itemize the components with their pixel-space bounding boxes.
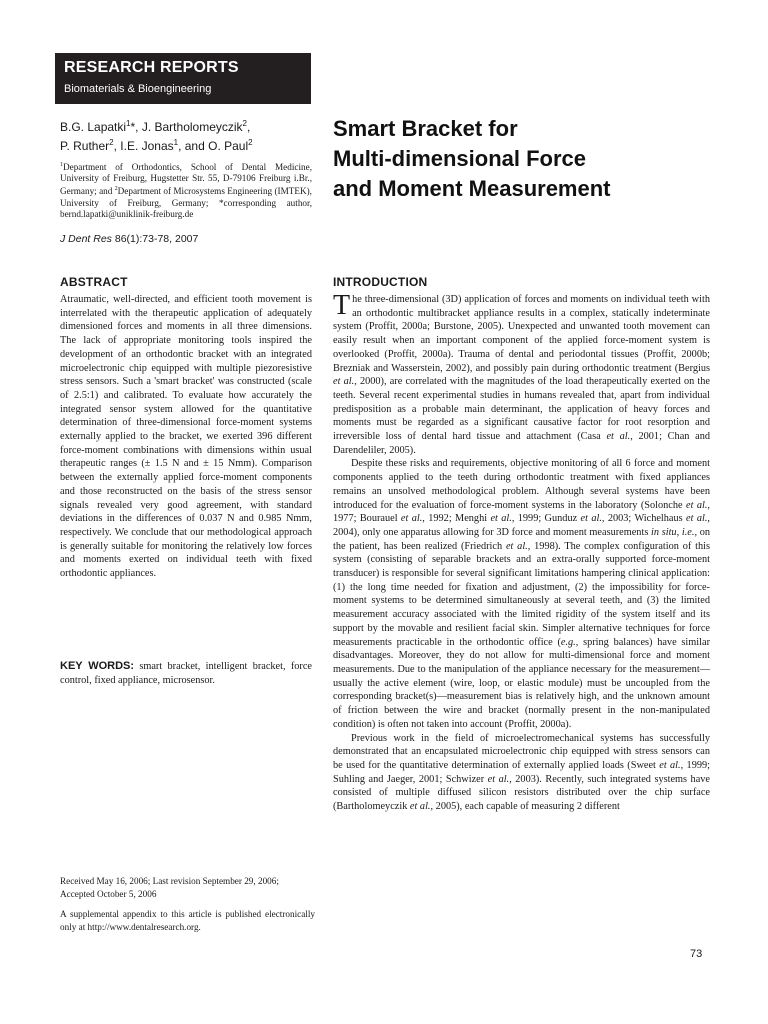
text-run: , 2004), only one apparatus allowing for 3D force and moment measurements [333, 513, 710, 538]
text-run: Previous work in the field of microelectromechanical systems has successfully demonstrated that an encapsulated microelectronic chip equipped with stress sensors can be used for the quantitative determination of externally applied loads (Sweet [333, 732, 710, 771]
intro-paragraph [333, 732, 710, 814]
author-name: P. Ruther [60, 139, 110, 153]
affiliation-mark: 2 [114, 186, 118, 193]
author-affiliation-mark: 2 [248, 138, 253, 147]
text-run: , spring balances) have similar disadvantages. Moreover, they do not allow for multi-dimensional force and moment measurements. Due to the manipulation of the appliance necessary for the measurement—usually the active element (wire, loop, or elastic module) must be uncoupled from the corresponding bracket(s)—measurement bias is relatively high, and the unknown amount of friction between the wire and bracket (normally present in the non-manipulated condition) is often not taken into account (Proffit, 2000a). [333, 636, 710, 730]
italic-run: i.e. [681, 526, 695, 538]
introduction-heading: INTRODUCTION [333, 275, 428, 289]
citation-details: 86(1):73-78, 2007 [111, 233, 199, 245]
keywords-text: smart bracket, intelligent bracket, force control, fixed appliance, microsensor. [60, 661, 313, 686]
text-run: he three-dimensional (3D) application of forces and moments on individual teeth with an orthodontic multibracket appliance results in a complex, statically indeterminate system (Proffit, 2000a; Burstone, 2005). Unexpected and unwanted tooth movement can easily result when an important component of the applied force-moment system is overlooked (Proffit, 2000a). Trauma of dental and periodontal tissues (Proffit, 2000b; Brezniak and Wasserstein, 2002), and possibly pain during orthodontic treatment (Bergius [333, 294, 710, 374]
page-number: 73 [690, 948, 703, 960]
text-run: , 1999; Suhling and Jaeger, 2001; Schwizer [333, 759, 711, 785]
author-affiliation-mark: 2 [109, 138, 114, 147]
italic-run: e.g. [560, 636, 576, 648]
supplemental-note: A supplemental appendix to this article is published electronically only at http://www.dentalresearch.org. [60, 909, 315, 932]
affiliations [60, 160, 312, 220]
author-name: , and O. Paul [178, 139, 249, 153]
text-run: , 2005), each capable of measuring 2 different [430, 801, 620, 813]
text-run: , [676, 526, 682, 538]
author-name: B.G. Lapatki [60, 120, 127, 134]
author-name: *, J. Bartholomeyczik [130, 120, 243, 134]
italic-run: et al. [659, 759, 681, 771]
italic-run: et al. [686, 499, 708, 511]
text-run: , on the patient, has been realized (Friedrich [333, 526, 711, 552]
italic-run: in situ [651, 526, 677, 538]
affiliation-mark: 1 [60, 162, 63, 168]
introduction-body [333, 290, 711, 814]
author-affiliation-mark: 2 [242, 119, 247, 128]
italic-run: et al. [333, 376, 355, 388]
italic-run: et al. [409, 801, 431, 813]
affiliation-text: Department of Microsystems Engineering (IMTEK), University of Freiburg, Germany; *corresponding author, bernd.lapatki@uniklinik-freiburg.de [60, 186, 312, 219]
italic-run: et al. [580, 513, 602, 525]
text-run: , 1999; Gunduz [511, 513, 581, 525]
italic-run: et al. [606, 431, 631, 443]
received-dates: Received May 16, 2006; Last revision September 29, 2006; Accepted October 5, 2006 [60, 876, 279, 899]
text-run: , 1977; Bourauel [333, 499, 710, 525]
abstract-body: Atraumatic, well-directed, and efficient tooth movement is interrelated with the therapeutic application of adequately dimensioned forces and moments in all three dimensions. The lack of appropriate monitoring tools inspired the development of an orthodontic bracket with an integrated microelectronic chip equipped with multiple piezoresistive stress sensors. Such a 'smart bracket' was constructed (scale of 2.5:1) and calibrated. To evaluate how accurately the integrated sensor system allowed for the quantitative determination of three-dimensional force-moment systems externally applied to the bracket, we exerted 396 different force-moment combinations with dimensions within usual therapeutic ranges (± 1.5 N and ± 15 Nmm). Comparison between the externally applied force-moment components and those reconstructed on the basis of the stress sensor signals revealed very good agreement, with standard deviations in the differences of 0.037 N and 0.985 Nmm, respectively. We conclude that our methodological approach is generally suitable for monitoring the relatively low forces and moments exerted on individual teeth with fixed orthodontic appliances. [60, 294, 312, 580]
intro-paragraph [333, 290, 711, 457]
journal-citation [60, 233, 198, 245]
title-line: and Moment Measurement [333, 176, 611, 201]
title-line: Multi-dimensional Force [333, 146, 587, 171]
section-banner [55, 53, 311, 104]
journal-name: J Dent Res [60, 233, 112, 245]
author-name: , I.E. Jonas [113, 139, 174, 153]
subsection-label: Biomaterials & Bioengineering [64, 83, 212, 95]
text-run: , 1992; Menghi [422, 513, 491, 525]
author-affiliation-mark: 1 [173, 138, 179, 147]
italic-run: et al. [487, 773, 510, 785]
intro-paragraph [333, 457, 710, 731]
text-run: Despite these risks and requirements, objective monitoring of all 6 force and moment components applied to the teeth during orthodontic treatment with fixed appliances remains an unsolved methodological problem. Although several systems have been introduced for the evaluation of force-moment systems in the laboratory (Solonche [333, 458, 710, 511]
affiliation-text: Department of Orthodontics, School of Dental Medicine, University of Freiburg, Hugstetter Str. 55, D-79106 Freiburg i.Br., Germany; and [60, 162, 312, 197]
author-affiliation-mark: 1 [126, 119, 131, 128]
text-run: , 1998). The complex configuration of this system (consisting of separable brackets and an extra-orally supported force-moment transducer) is responsible for several significant limitations hampering clinical application: (1) the long time needed for fixation and adjustment, (2) the impossibility for force-moment systems to be determined simultaneously at several teeth, and (3) the limited measurement accuracy associated with the limited rigidity of the system itself and its support by the movable and resilient facial skin. Simpler alternative techniques for force measurements practicable in the orthodontic office ( [333, 540, 710, 648]
italic-run: et al. [686, 513, 708, 525]
drop-cap: T [333, 290, 351, 321]
italic-run: et al. [505, 540, 528, 552]
abstract-heading: ABSTRACT [60, 275, 128, 289]
keywords [60, 660, 312, 687]
text-run: , 2000), are correlated with the magnitudes of the load therapeutically exerted on the teeth. Several recent experimental studies in humans revealed that, apart from individual predisposition as a probable main determinant, the application of heavy forces and moments must be regarded as a significant causative factor for root resorption and irreversible loss of dental hard tissue and attachment (Casa [333, 376, 710, 443]
author-list [60, 116, 320, 154]
section-label: RESEARCH REPORTS [64, 59, 239, 76]
text-run: , 2003). Recently, such integrated systems have consisted of multiple diffused silicon resistors distributed over the chip surface (Bartholomeyczik [333, 773, 710, 813]
paper-title [333, 114, 673, 204]
keywords-label: KEY WORDS: [60, 660, 135, 672]
text-run: , 2003; Wichelhaus [601, 513, 687, 525]
text-run: , 2001; Chan and Darendeliler, 2005). [333, 431, 711, 456]
title-line: Smart Bracket for [333, 116, 518, 141]
author-separator: , [247, 120, 251, 134]
italic-run: et al. [400, 513, 423, 525]
italic-run: et al. [490, 513, 512, 525]
